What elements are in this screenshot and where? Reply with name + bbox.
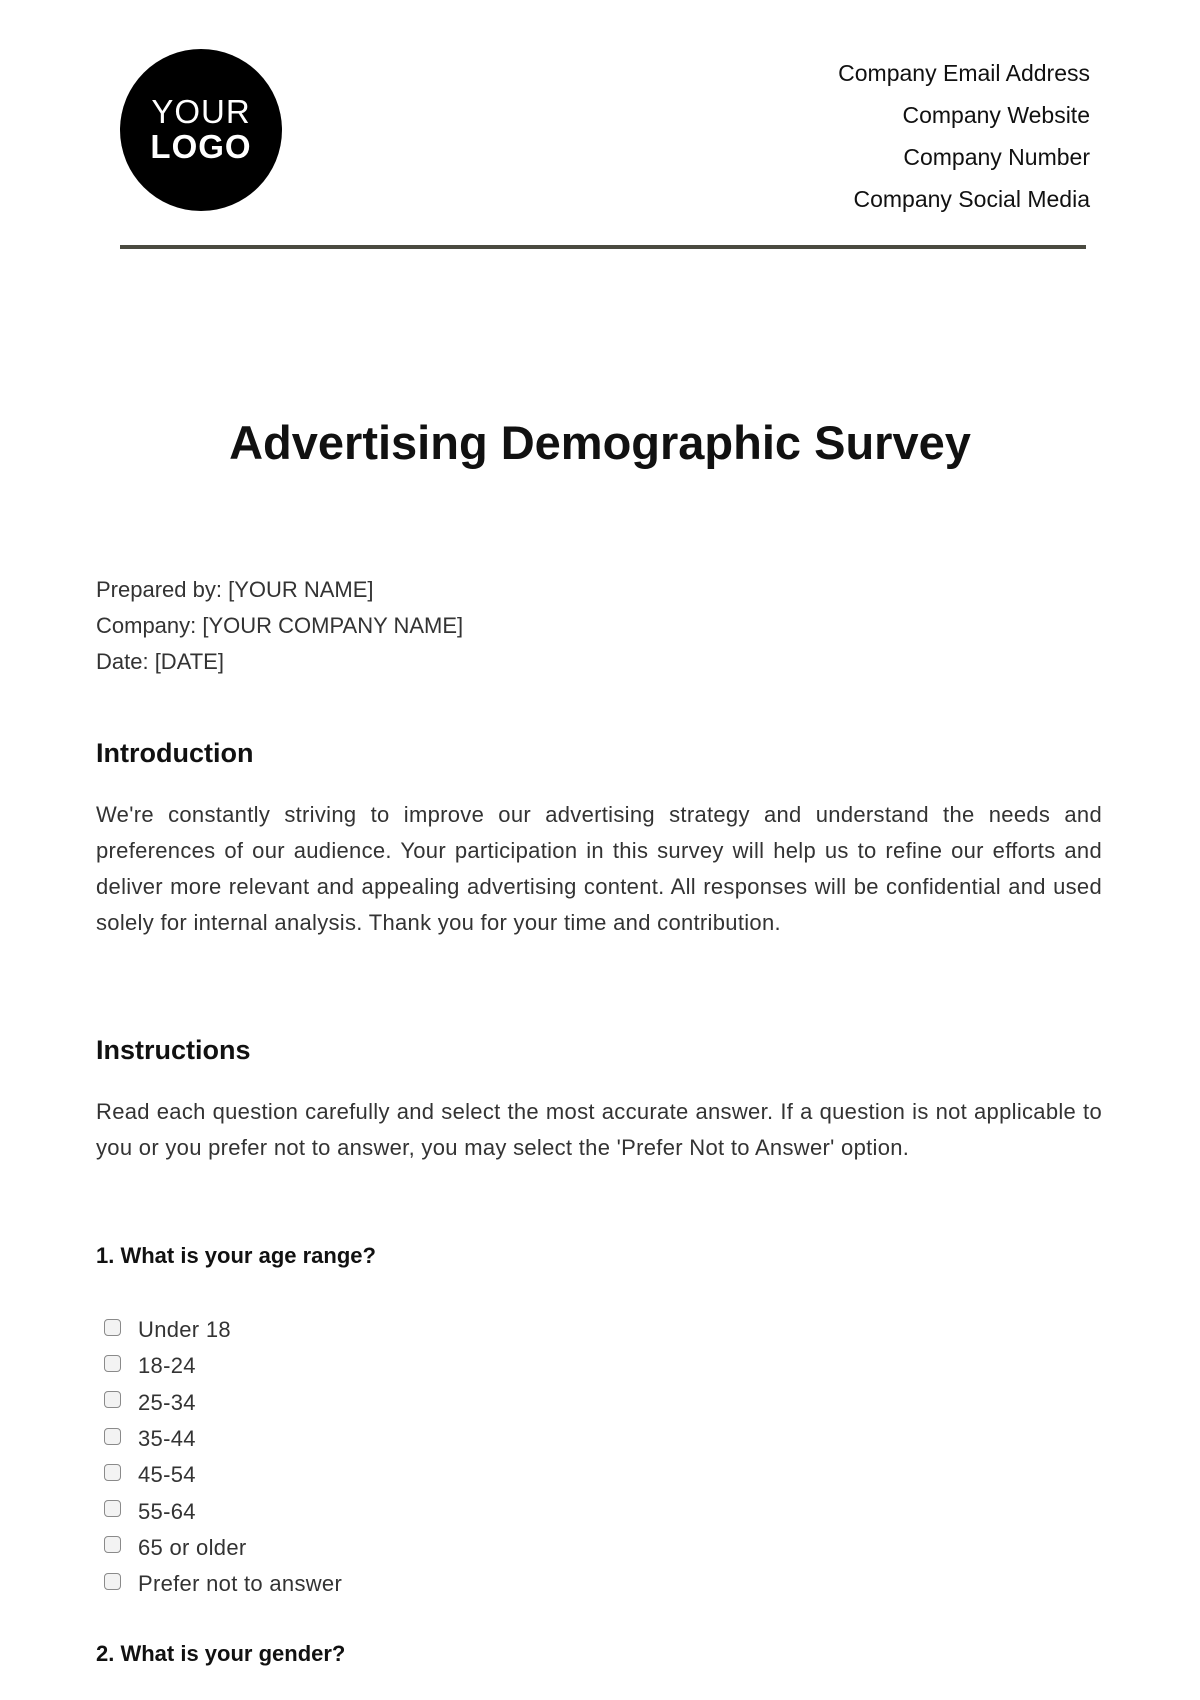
checkbox-icon[interactable] (104, 1428, 121, 1445)
document-date: Date: [DATE] (96, 649, 224, 674)
introduction-body: We're constantly striving to improve our advertising strategy and understand the needs and preferences of our audience. Your participation in this survey will help us to refine our efforts and deliver more relevant and appealing advertising content. All responses will be confidential and used solely for internal analysis. Thank you for your time and contribution. (96, 802, 1102, 935)
option-65-or-older[interactable] (96, 1530, 1102, 1566)
option-label: 35-44 (138, 1426, 196, 1452)
option-prefer-not-to-answer[interactable] (96, 1566, 1102, 1602)
checkbox-icon[interactable] (104, 1319, 121, 1336)
instructions-body: Read each question carefully and select the most accurate answer. If a question is not applicable to you or you prefer not to answer, you may select the 'Prefer Not to Answer' option. (96, 1099, 1102, 1160)
option-label: 55-64 (138, 1498, 196, 1524)
introduction-heading: Introduction (96, 738, 254, 768)
checkbox-icon[interactable] (104, 1573, 121, 1590)
prepared-by: Prepared by: [YOUR NAME] (96, 577, 374, 602)
document-meta (96, 572, 1102, 680)
header-divider (120, 245, 1086, 249)
option-label: Prefer not to answer (138, 1571, 343, 1597)
checkbox-icon[interactable] (104, 1500, 121, 1517)
option-18-24[interactable] (96, 1348, 1102, 1384)
option-35-44[interactable] (96, 1421, 1102, 1457)
checkbox-icon[interactable] (104, 1355, 121, 1372)
page-title: Advertising Demographic Survey (229, 416, 971, 469)
question-2-label: 2. What is your gender? (96, 1641, 346, 1666)
company-website: Company Website (902, 102, 1090, 128)
option-55-64[interactable] (96, 1493, 1102, 1529)
company-email: Company Email Address (838, 60, 1090, 86)
option-label: 65 or older (138, 1534, 247, 1560)
option-label: 18-24 (138, 1353, 196, 1379)
checkbox-icon[interactable] (104, 1391, 121, 1408)
option-25-34[interactable] (96, 1385, 1102, 1421)
company-logo (120, 49, 282, 211)
option-45-54[interactable] (96, 1457, 1102, 1493)
company-contact-block (838, 52, 1090, 220)
company-number: Company Number (903, 144, 1090, 170)
logo-text-logo: LOGO (150, 128, 252, 165)
checkbox-icon[interactable] (104, 1464, 121, 1481)
instructions-heading: Instructions (96, 1035, 251, 1065)
question-1-options (96, 1312, 1102, 1602)
option-label: 45-54 (138, 1462, 196, 1488)
checkbox-icon[interactable] (104, 1536, 121, 1553)
company-social-media: Company Social Media (853, 186, 1090, 212)
question-1-label: 1. What is your age range? (96, 1243, 376, 1268)
option-under-18[interactable] (96, 1312, 1102, 1348)
logo-text-your: YOUR (151, 93, 251, 131)
option-label: 25-34 (138, 1389, 196, 1415)
company-name: Company: [YOUR COMPANY NAME] (96, 613, 464, 638)
option-label: Under 18 (138, 1317, 231, 1343)
